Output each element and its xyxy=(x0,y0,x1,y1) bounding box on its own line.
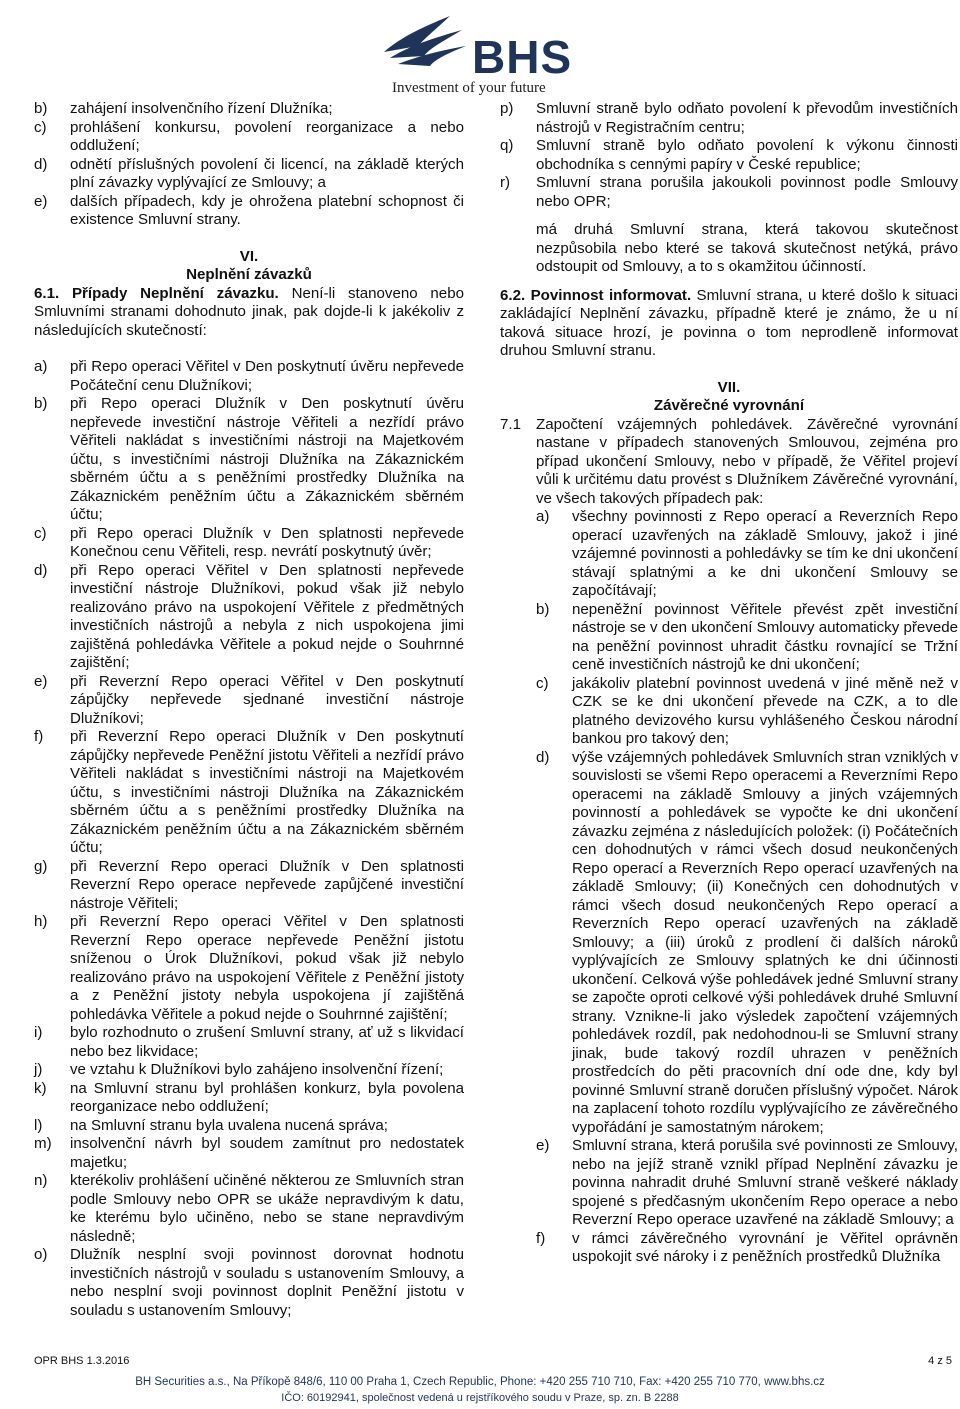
list-item-text: při Reverzní Repo operaci Věřitel v Den splatnosti Reverzní Repo operace nepřevede Peněžní jistotu sníženou o Úrok Dlužníkovi, pokud však již nebylo realizováno právo na uspokojení Věřitele z Peněžní jistoty a z Peněžní jistoty nebyla uspokojena jí zajištěná pohledávka Věřitele a pokud nejde o Souhrnné zajištění; xyxy=(70,913,464,1023)
list-item xyxy=(536,1230,958,1267)
list-item-label: d) xyxy=(34,155,48,173)
list-item xyxy=(34,100,464,119)
list-item-label: j) xyxy=(34,1061,43,1078)
list-item xyxy=(34,1172,464,1246)
section-number: VII. xyxy=(717,378,741,396)
document-reference: OPR BHS 1.3.2016 xyxy=(34,1355,130,1367)
list-item-text: při Reverzní Repo operaci Dlužník v Den splatnosti Reverzní Repo operace nepřevede zapůjčené investiční nástroje Věřiteli; xyxy=(70,857,464,912)
list-item-text: odnětí příslušných povolení či licencí, na základě kterých plní závazky vyplývající ze Smlouvy; a xyxy=(70,155,464,191)
section-number: VI. xyxy=(239,247,259,265)
list-item-text: bylo rozhodnuto o zrušení Smluvní strany, ať už s likvidací nebo bez likvidace; xyxy=(70,1024,464,1060)
left-column xyxy=(34,100,464,1320)
logo-tagline: Investment of your future xyxy=(392,80,546,96)
list-item xyxy=(34,1024,464,1061)
list-item-text: dalších případech, kdy je ohrožena platební schopnost či existence Smluvní strany. xyxy=(70,192,464,228)
list-item xyxy=(34,395,464,525)
page-number: 4 z 5 xyxy=(928,1355,952,1367)
list-item-label: b) xyxy=(536,600,550,618)
list-item-text: výše vzájemných pohledávek Smluvních stran vzniklých v souvislosti se všemi Repo operacemi a Reverzními Repo operacemi na základě Smlouvy a jiných vzájemných povinností a pohledávek se vypočte ke dni ukončení závazku zejména z následujících položek: (i) Počátečních cen dohodnutých v rámci všech dosud neukončených Repo operací a Reverzních Repo operací uzavřených na základě Smlouvy; (ii) Konečných cen dohodnutých v rámci všech dosud neukončených Repo operací a Reverzních Repo operací uzavřených na základě Smlouvy; a (iii) úroků z prodlení či dalších nároků vyplývajících ze Smlouvy splatných ke dni účinnosti ukončení. Celková výše pohledávek jedné Smluvní strany se započte oproti celkové výši pohledávek druhé Smluvní strany. Vznikne-li jako výsledek započtení vzájemných pohledávek rozdíl, pak nedohodnou-li se Smluvní strany jinak, bude takový rozdíl uhrazen v peněžních prostředcích do pěti pracovních dní ode dne, kdy byl povinné Smluvní straně doručen příslušný výpočet. Nárok na zaplacení tohoto rozdílu vyplývajícího ze závěrečného vypořádání je samostatným nárokem; xyxy=(572,748,958,1136)
list-item-label: b) xyxy=(34,395,48,412)
clause-number: 6.2. xyxy=(500,286,526,304)
list-item xyxy=(34,1061,464,1080)
list-item xyxy=(34,1135,464,1172)
company-contact-line: BH Securities a.s., Na Příkopě 848/6, 110 00 Praha 1, Czech Republic, Phone: +420 255 710 710, Fax: +420 255 710 770, www.bhs.cz xyxy=(135,1376,825,1388)
list-item-text: jakákoliv platební povinnost uvedená v jiné měně než v CZK se ke dni ukončení převede na CZK, a to dle platného devizového kursu vyhlášeného Českou národní bankou pro takový den; xyxy=(572,674,958,747)
list-item-label: c) xyxy=(34,118,47,136)
list-item-label: f) xyxy=(34,728,44,745)
list-item-label: h) xyxy=(34,913,48,930)
list-item xyxy=(34,673,464,729)
list-item-label: m) xyxy=(34,1135,52,1152)
list-item xyxy=(536,1137,958,1230)
list-item-text: prohlášení konkursu, povolení reorganizace a nebo oddlužení; xyxy=(70,118,464,154)
list-item-text: při Repo operaci Dlužník v Den splatnosti nepřevede Konečnou cenu Věřiteli, resp. nevrátí poskytnutý úvěr; xyxy=(70,524,464,560)
list-item-text: Smluvní strana porušila jakoukoli povinnost podle Smlouvy nebo OPR; xyxy=(536,174,958,210)
list-item-label: c) xyxy=(536,674,549,692)
list-item-text: všechny povinnosti z Repo operací a Reverzních Repo operací uzavřených na základě Smlouvy, jakož i jiné vzájemné povinnosti a pohledávky se tím ke dni ukončení stávají splatnými a ke dni ukončení Smlouvy se započítávají; xyxy=(572,508,958,599)
list-item-text: Smluvní straně bylo odňato povolení k výkonu činnosti obchodníka s cennými papíry v České republice; xyxy=(536,137,958,173)
settlement-list xyxy=(500,508,958,1267)
list-item-label: q) xyxy=(500,137,514,154)
list-item xyxy=(34,562,464,673)
list-item-text: při Repo operaci Věřitel v Den splatnosti nepřevede investiční nástroje Dlužníkovi, pokud však již nebylo realizováno právo na uspokojení Věřitele z předmětných investičních nástrojů a nebyla z nich uspokojena jimi zajištěná pohledávka Věřitele a pokud nejde o Souhrnné zajištění; xyxy=(70,561,464,671)
list-item-text: zahájení insolvenčního řízení Dlužníka; xyxy=(70,100,333,117)
list-item xyxy=(536,508,958,601)
list-item-text: při Repo operaci Věřitel v Den poskytnutí úvěru nepřevede Počáteční cenu Dlužníkovi; xyxy=(70,358,464,394)
list-item xyxy=(34,728,464,858)
list-item xyxy=(536,601,958,675)
list-item-label: c) xyxy=(34,524,47,542)
list-item-label: i) xyxy=(34,1024,43,1041)
clause-6-2 xyxy=(500,287,958,361)
clause-text: Není-li stanoveno nebo Smluvními stranami dohodnuto jinak, pak dojde-li k jakékoliv z následujících skutečností: xyxy=(34,284,464,339)
default-events-list xyxy=(34,358,464,1320)
clause-title: Případy Neplnění závazku. xyxy=(71,284,279,302)
list-item-text: v rámci závěrečného vyrovnání je Věřitel oprávněn uspokojit své nároky i z peněžních prostředků Dlužníka xyxy=(572,1229,958,1265)
section-title: Neplnění závazků xyxy=(186,266,312,283)
list-item-label: e) xyxy=(34,192,48,210)
list-item xyxy=(500,100,958,137)
company-registration-line: IČO: 60192941, společnost vedená u rejstříkového soudu v Praze, sp. zn. B 2288 xyxy=(281,1392,679,1404)
list-item-text: při Reverzní Repo operaci Dlužník v Den poskytnutí zápůjčky nepřevede Peněžní jistotu Věřiteli a nezřídí právo Věřiteli nakládat s investičními nástroji na Majetkovém účtu, s investičními nástroji Dlužníka na Zákaznickém sběrném účtu a s peněžními prostředky Dlužníka na Zákaznickém peněžním účtu a na Zákaznickém sběrném účtu; xyxy=(70,728,464,856)
list-item-text: při Reverzní Repo operaci Věřitel v Den poskytnutí zápůjčky nepřevede sjednané investiční nástroje Dlužníkovi; xyxy=(70,672,464,727)
list-item xyxy=(34,193,464,230)
list-item-text: nepeněžní povinnost Věřitele převést zpět investiční nástroje se v den ukončení Smlouvy automaticky převede na peněžní povinnost uhradit částku rovnající se Tržní ceně investičních nástrojů ke dni ukončení; xyxy=(572,600,958,673)
clause-text: Započtení vzájemných pohledávek. Závěrečné vyrovnání nastane v případech stanovených Smlouvou, zejména pro případ ukončení Smlouvy, nebo v případě, že Věřitel projeví vůli k určitému datu provést s Dlužníkem Závěrečné vyrovnání, ve všech takových případech pak: xyxy=(536,415,958,507)
list-item xyxy=(34,913,464,1024)
right-column xyxy=(500,100,958,1267)
logo-wordmark: BHS xyxy=(472,31,573,83)
list-item-label: n) xyxy=(34,1172,48,1189)
list-item-label: e) xyxy=(34,672,48,690)
list-item-text: Smluvní straně bylo odňato povolení k převodům investičních nástrojů v Registračním centru; xyxy=(536,100,958,136)
bhs-logo xyxy=(380,8,580,96)
clause-text: Smluvní strana, u které došlo k situaci zakládající Neplnění závazku, případně které je známo, že u ní taková situace hrozí, je povinna o tom neprodleně informovat druhou Smluvní stranu. xyxy=(500,286,958,359)
default-events-list-cont xyxy=(500,100,958,211)
clause-title: Povinnost informovat. xyxy=(530,286,692,304)
list-item xyxy=(34,858,464,914)
list-item-text: Smluvní strana, která porušila své povinnosti ze Smlouvy, nebo na jejíž straně vznikl případ Neplnění závazku je povinna nahradit druhé Smluvní straně veškeré náklady spojené s předčasným ukončením Repo operace a nebo Reverzní Repo operace uzavřené na základě Smlouvy; a xyxy=(572,1137,958,1228)
clause-number: 6.1. xyxy=(34,284,60,302)
list-item xyxy=(34,156,464,193)
list-item-label: b) xyxy=(34,100,48,117)
list-item-label: a) xyxy=(34,358,48,375)
clause-7-1 xyxy=(500,416,958,509)
list-item xyxy=(34,1117,464,1136)
list-item xyxy=(34,1246,464,1320)
clause-number: 7.1 xyxy=(500,415,521,433)
section-title: Závěrečné vyrovnání xyxy=(653,397,805,414)
list-item xyxy=(34,525,464,562)
list-item-label: r) xyxy=(500,174,511,191)
list-item xyxy=(34,119,464,156)
list-item-label: o) xyxy=(34,1246,48,1263)
list-item-label: a) xyxy=(536,508,550,525)
clause-6-1 xyxy=(34,285,464,341)
list-item-text: na Smluvní stranu byl prohlášen konkurz, byla povolena reorganizace nebo oddlužení; xyxy=(70,1079,464,1115)
list-item-label: g) xyxy=(34,857,48,875)
list-item xyxy=(500,174,958,211)
list-item-text: na Smluvní stranu byla uvalena nucená správa; xyxy=(70,1116,389,1134)
list-item-text: Dlužník nesplní svoji povinnost dorovnat hodnotu investičních nástrojů v souladu s ustanovením Smlouvy, a nebo nesplní svoji povinnost doplnit Peněžní jistotu v souladu s ustanovením Smlouvy; xyxy=(70,1246,464,1319)
list-item-label: k) xyxy=(34,1079,47,1097)
list-item-label: l) xyxy=(34,1116,43,1134)
list-item-text: insolvenční návrh byl soudem zamítnut pro nedostatek majetku; xyxy=(70,1135,464,1171)
list-item-label: e) xyxy=(536,1137,550,1154)
list-item xyxy=(34,1080,464,1117)
intro-list xyxy=(34,100,464,230)
list-item xyxy=(500,137,958,174)
list-item-label: f) xyxy=(536,1229,546,1247)
list-item-label: p) xyxy=(500,100,514,117)
list-item-label: d) xyxy=(536,748,550,766)
list-item xyxy=(536,675,958,749)
bird-wing-icon xyxy=(380,8,470,78)
list-item-text: při Repo operaci Dlužník v Den poskytnutí úvěru nepřevede investiční nástroje Věřiteli a nezřídí právo Věřiteli nakládat s investičními nástroji na Majetkovém účtu, s investičními nástroji Dlužníka na Zákaznickém sběrném účtu a s peněžními prostředky Dlužníka na Zákaznickém peněžním účtu a Zákaznickém sběrném účtu; xyxy=(70,395,464,523)
withdrawal-right-paragraph: má druhá Smluvní strana, která takovou skutečnost nezpůsobila nebo které se taková skutečnost netýká, právo odstoupit od Smlouvy, a to s okamžitou účinností. xyxy=(536,221,958,275)
list-item xyxy=(536,749,958,1138)
list-item-text: kterékoliv prohlášení učiněné některou ze Smluvních stran podle Smlouvy nebo OPR se ukáže nepravdivým k datu, ke kterému bylo učiněno, nebo se stane nepravdivým následně; xyxy=(70,1172,464,1245)
list-item-text: ve vztahu k Dlužníkovi bylo zahájeno insolvenční řízení; xyxy=(70,1061,444,1078)
list-item xyxy=(34,358,464,395)
list-item-label: d) xyxy=(34,561,48,579)
